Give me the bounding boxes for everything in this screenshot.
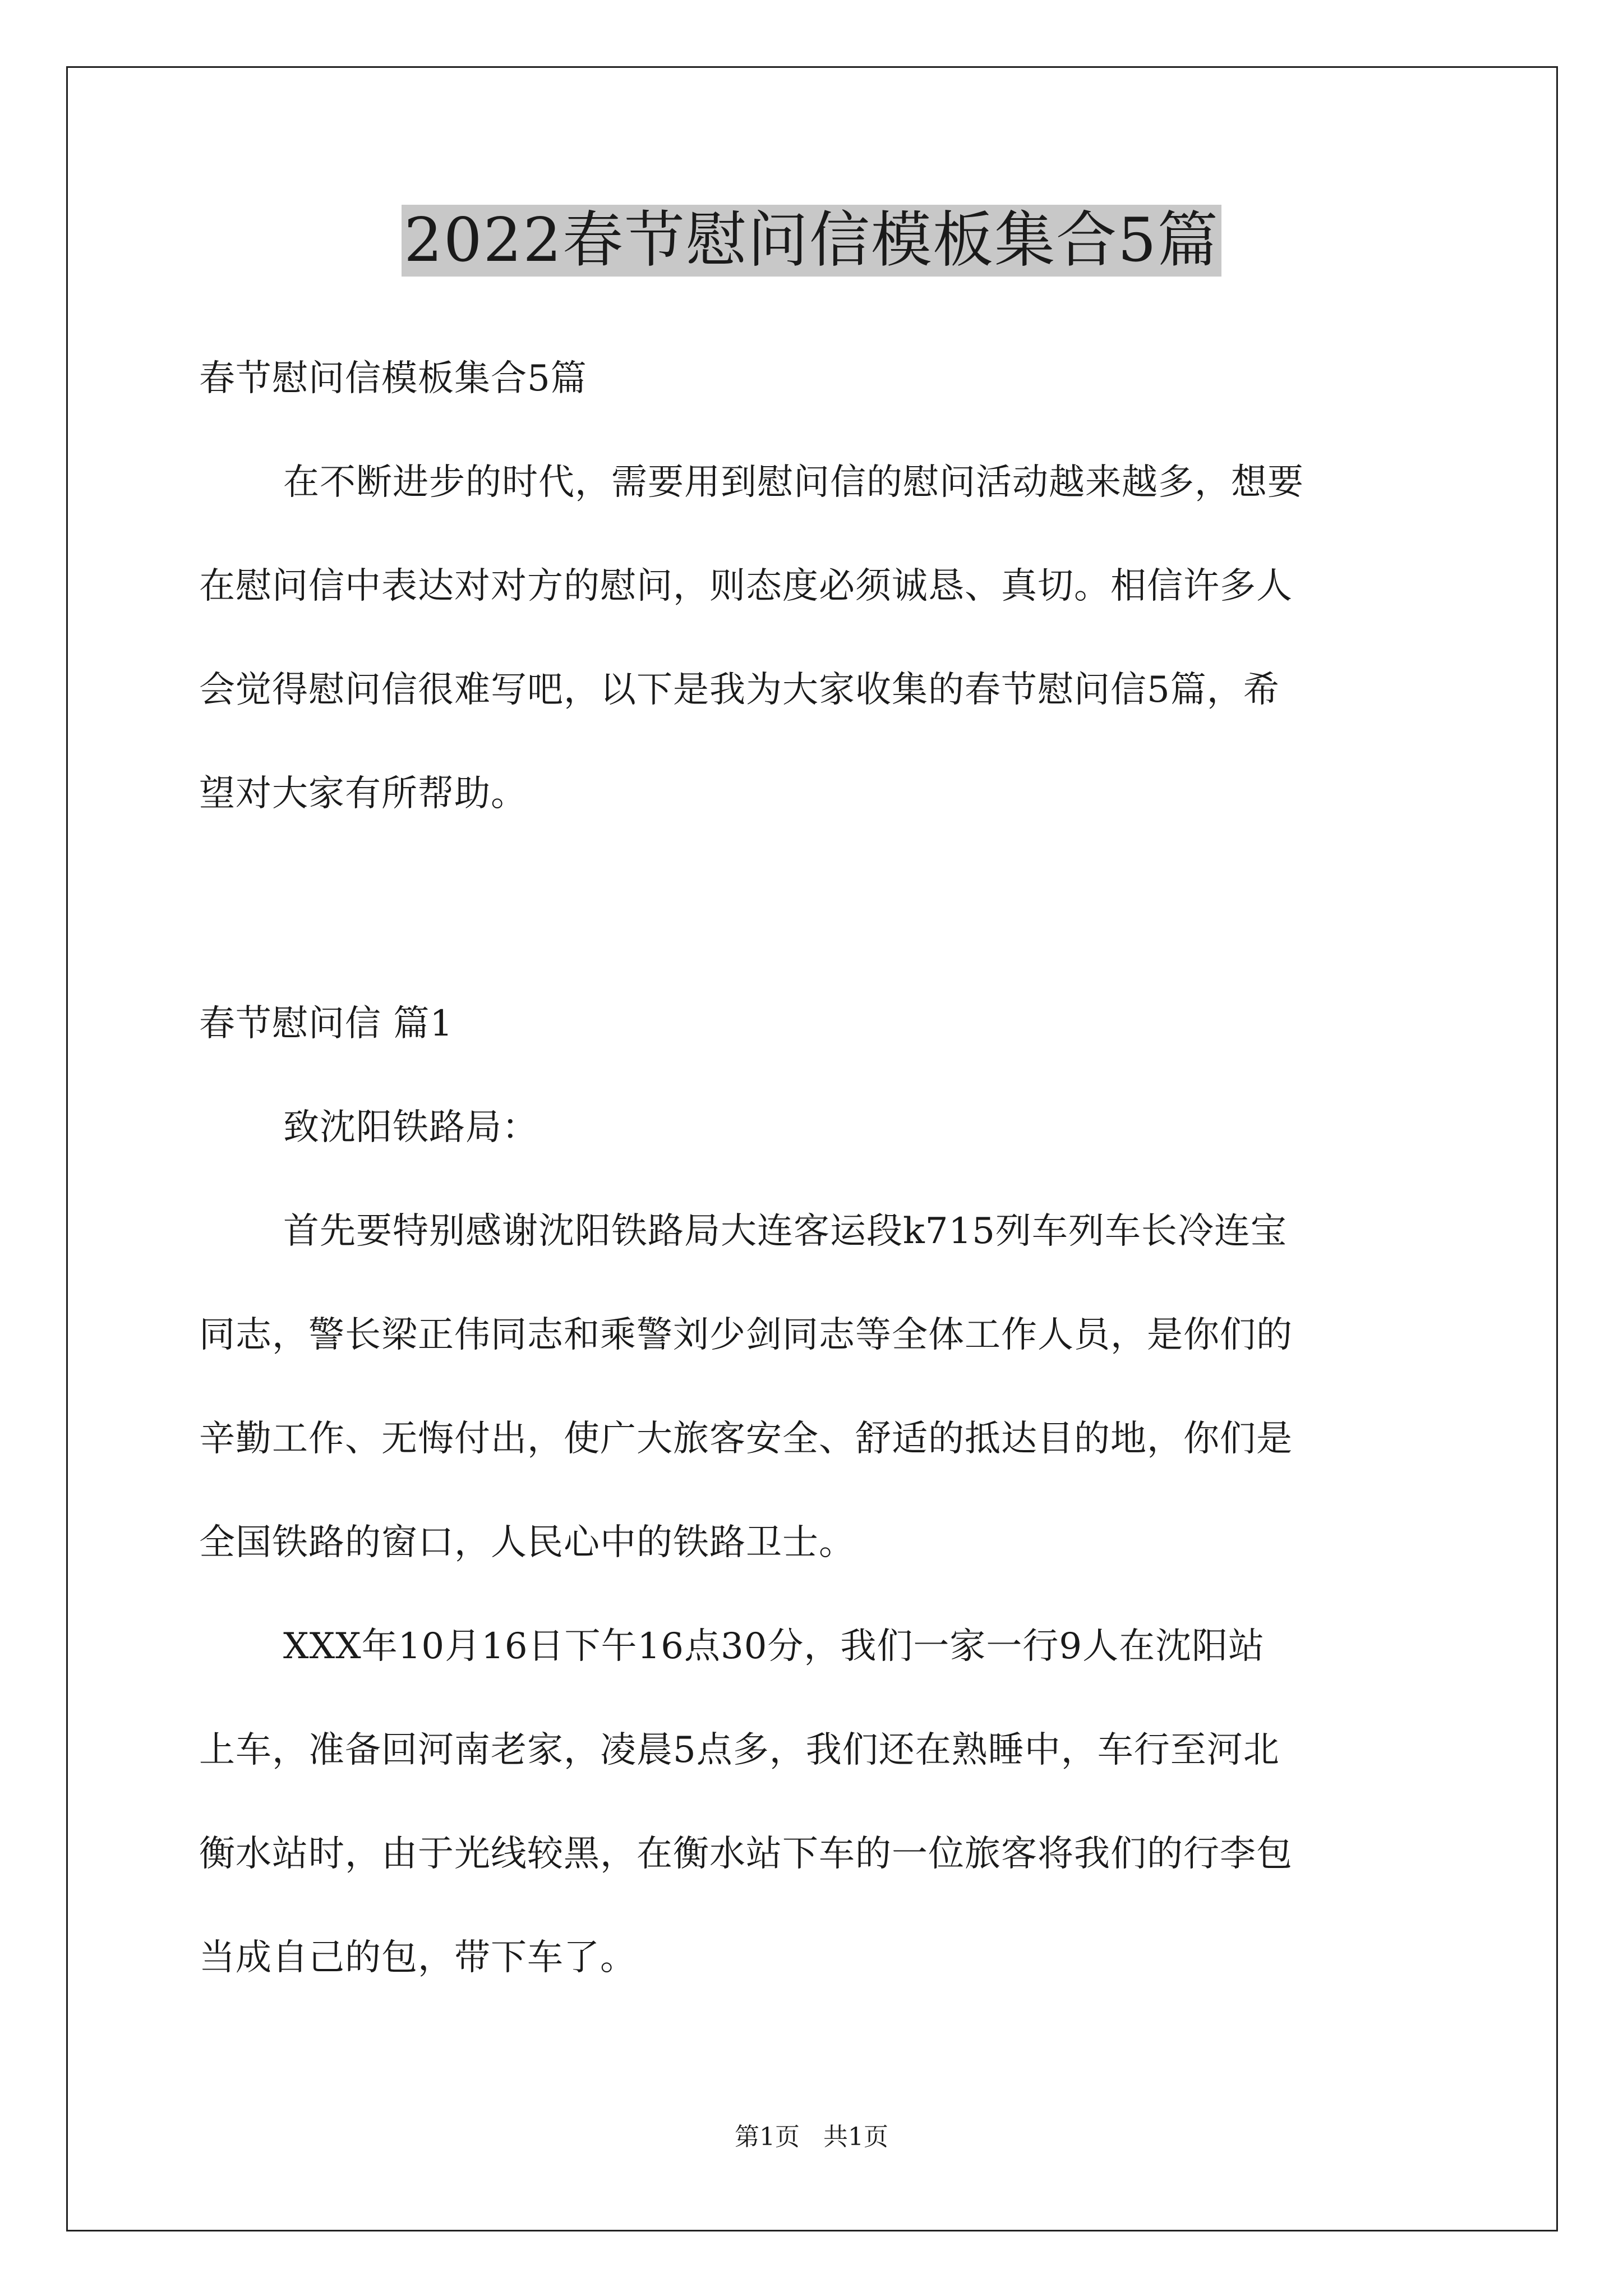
document-title: 2022春节慰问信模板集合5篇 [402,205,1221,277]
subtitle-line: 春节慰问信模板集合5篇 [199,358,587,399]
page-number: 第1页 [735,2123,800,2151]
paragraph-2-line-2: 上车，准备回河南老家，凌晨5点多，我们还在熟睡中，车行至河北 [199,1729,1280,1771]
section-heading: 春节慰问信 篇1 [199,1003,454,1045]
paragraph-1-line-1: 首先要特别感谢沈阳铁路局大连客运段k715列车列车长冷连宝 [283,1211,1287,1252]
intro-line-4: 望对大家有所帮助。 [199,773,527,815]
page-footer [0,2120,1623,2154]
salutation-line: 致沈阳铁路局： [283,1107,538,1148]
intro-line-3: 会觉得慰问信很难写吧，以下是我为大家收集的春节慰问信5篇，希 [199,669,1280,711]
paragraph-1-line-3: 辛勤工作、无悔付出，使广大旅客安全、舒适的抵达目的地，你们是 [199,1418,1293,1460]
intro-line-1: 在不断进步的时代，需要用到慰问信的慰问活动越来越多，想要 [283,462,1304,503]
paragraph-1-line-2: 同志，警长梁正伟同志和乘警刘少剑同志等全体工作人员，是你们的 [199,1314,1293,1356]
intro-line-2: 在慰问信中表达对对方的慰问，则态度必须诚恳、真切。相信许多人 [199,565,1293,607]
paragraph-1-line-4: 全国铁路的窗口，人民心中的铁路卫士。 [199,1522,855,1563]
paragraph-2-line-1: XXX年10月16日下午16点30分，我们一家一行9人在沈阳站 [283,1626,1265,1667]
paragraph-2-line-3: 衡水站时，由于光线较黑，在衡水站下车的一位旅客将我们的行李包 [199,1833,1293,1875]
title-container [0,205,1623,277]
total-pages: 共1页 [823,2123,888,2151]
paragraph-2-line-4: 当成自己的包，带下车了。 [199,1937,637,1978]
